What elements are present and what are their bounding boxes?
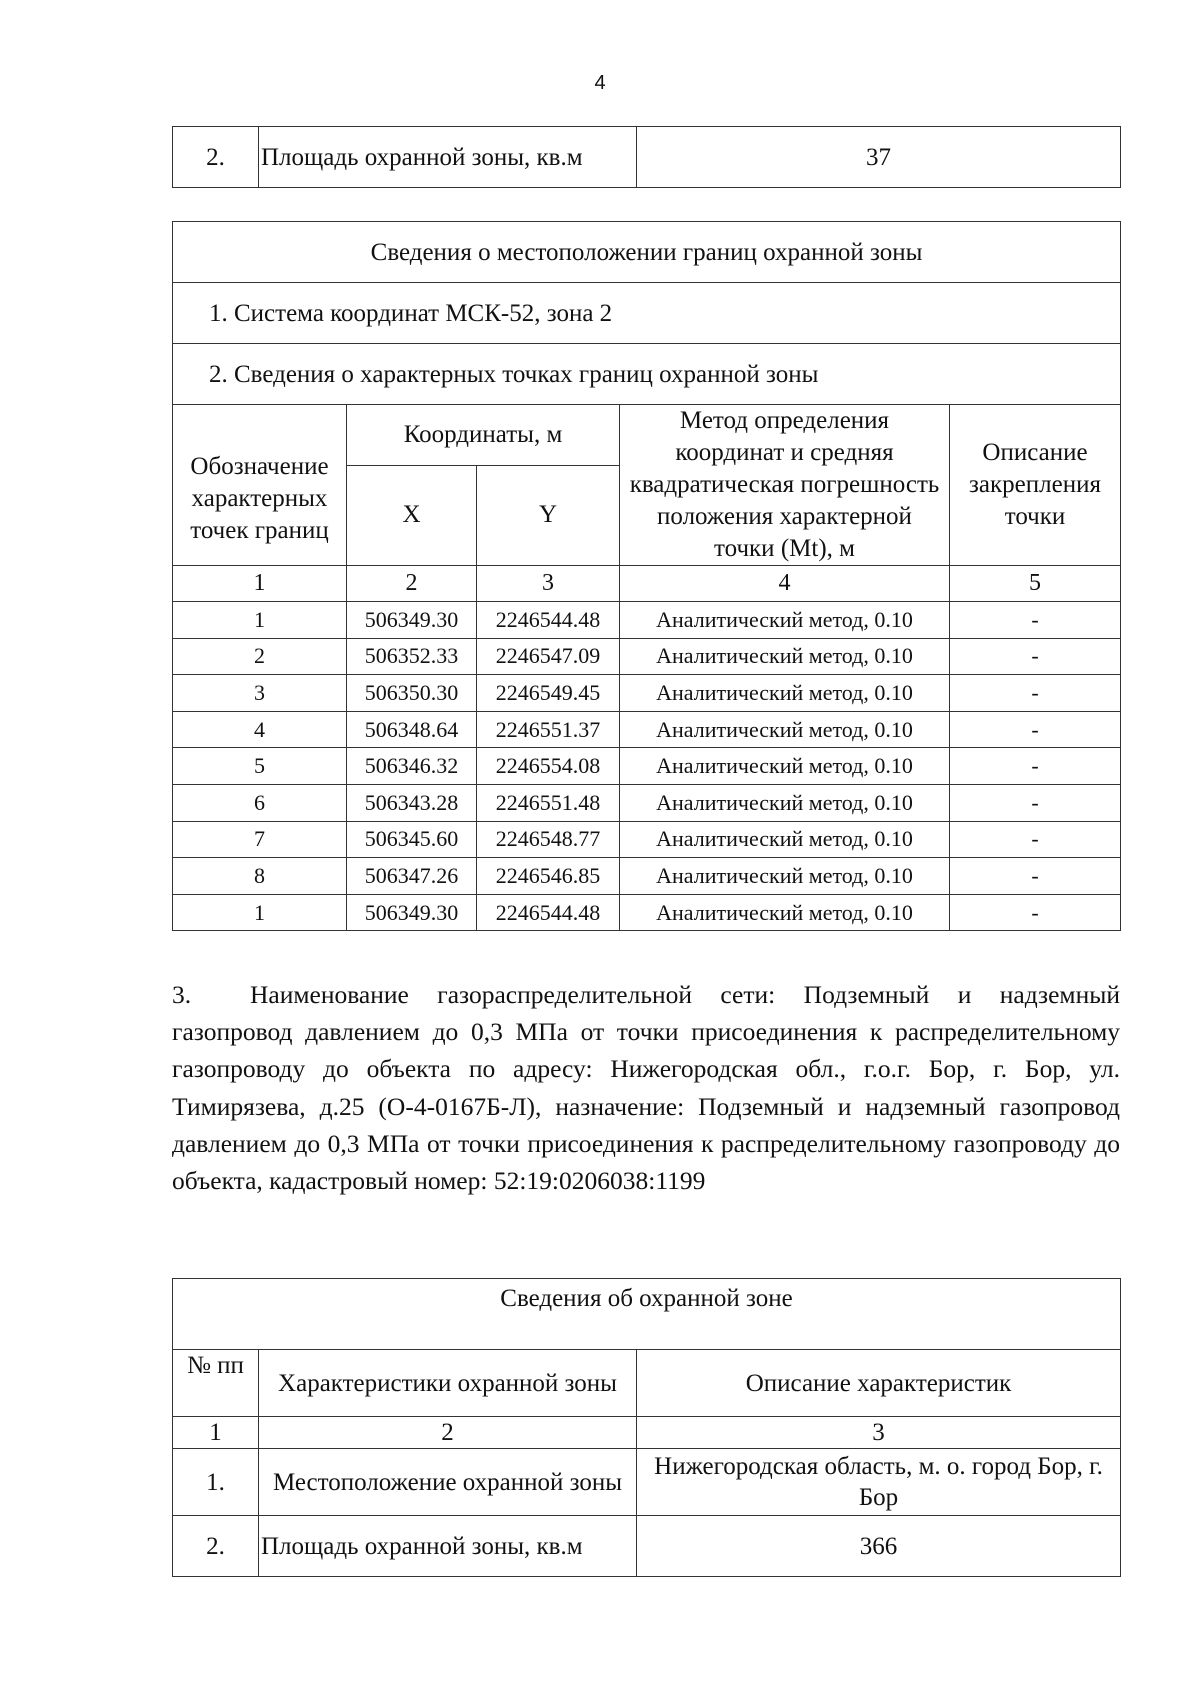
point-id: 3 (173, 675, 347, 712)
column-number: 1 (173, 1417, 259, 1449)
coord-y: 2246544.48 (477, 894, 620, 931)
location-table-title: Сведения о местоположении границ охранной зоны (173, 222, 1121, 283)
coord-y: 2246554.08 (477, 748, 620, 785)
coord-y: 2246548.77 (477, 821, 620, 858)
coord-y: 2246551.48 (477, 784, 620, 821)
section-3-paragraph (172, 976, 1120, 1199)
fixation: - (950, 821, 1121, 858)
method: Аналитический метод, 0.10 (620, 602, 950, 639)
row-label: Площадь охранной зоны, кв.м (259, 127, 637, 188)
fixation: - (950, 638, 1121, 675)
method: Аналитический метод, 0.10 (620, 821, 950, 858)
method: Аналитический метод, 0.10 (620, 748, 950, 785)
point-id: 1 (173, 602, 347, 639)
page-number: 4 (594, 72, 606, 94)
coord-system: 1. Система координат МСК-52, зона 2 (173, 283, 1121, 344)
column-number: 2 (259, 1417, 637, 1449)
table-row (173, 894, 1121, 931)
table-row (173, 1516, 1121, 1577)
table-row (173, 675, 1121, 712)
row-index: 1. (173, 1449, 259, 1516)
header-fixation: Описание закрепления точки (950, 405, 1121, 566)
coord-x: 506349.30 (347, 602, 477, 639)
coord-x: 506346.32 (347, 748, 477, 785)
column-number: 5 (950, 566, 1121, 602)
column-number: 4 (620, 566, 950, 602)
coord-y: 2246546.85 (477, 858, 620, 895)
column-numbers-row (173, 1417, 1121, 1449)
point-id: 1 (173, 894, 347, 931)
point-id: 6 (173, 784, 347, 821)
header-y: Y (477, 465, 620, 565)
coord-x: 506345.60 (347, 821, 477, 858)
method: Аналитический метод, 0.10 (620, 711, 950, 748)
method: Аналитический метод, 0.10 (620, 858, 950, 895)
fixation: - (950, 711, 1121, 748)
row-label: Площадь охранной зоны, кв.м (259, 1516, 637, 1577)
method: Аналитический метод, 0.10 (620, 638, 950, 675)
column-numbers-row (173, 566, 1121, 602)
table-row (173, 1449, 1121, 1516)
header-x: X (347, 465, 477, 565)
location-table (172, 221, 1121, 931)
column-number: 2 (347, 566, 477, 602)
coord-y: 2246549.45 (477, 675, 620, 712)
points-title: 2. Сведения о характерных точках границ охранной зоны (173, 344, 1121, 405)
table-row (173, 711, 1121, 748)
row-label: Местоположение охранной зоны (259, 1449, 637, 1516)
header-description: Описание характеристик (637, 1350, 1121, 1417)
point-id: 5 (173, 748, 347, 785)
fixation: - (950, 602, 1121, 639)
coord-y: 2246544.48 (477, 602, 620, 639)
column-number: 3 (637, 1417, 1121, 1449)
point-id: 8 (173, 858, 347, 895)
zone-table (172, 1278, 1121, 1577)
table-row (173, 127, 1121, 188)
column-number: 3 (477, 566, 620, 602)
fixation: - (950, 675, 1121, 712)
header-characteristics: Характеристики охранной зоны (259, 1350, 637, 1417)
fixation: - (950, 784, 1121, 821)
row-index: 2. (173, 1516, 259, 1577)
table-row (173, 821, 1121, 858)
coord-x: 506352.33 (347, 638, 477, 675)
coord-y: 2246551.37 (477, 711, 620, 748)
point-id: 2 (173, 638, 347, 675)
method: Аналитический метод, 0.10 (620, 784, 950, 821)
header-nn: № пп (173, 1350, 259, 1417)
row-value: 366 (637, 1516, 1121, 1577)
column-number: 1 (173, 566, 347, 602)
header-coords: Координаты, м (347, 405, 620, 466)
table-row (173, 638, 1121, 675)
section-3-text: Наименование газораспределительной сети: Подземный и надземный газопровод давлением до 0,3 МПа от точки присоединения к распределительному газопроводу до объекта по адресу: Нижегородская обл., г.о.г. Бор, г. Бор, ул. Тимирязева, д.25 (О-4-0167Б-Л), назначение: Подземный и надземный газопровод давлением до 0,3 МПа от точки присоединения к распределительному газопроводу до объекта, кадастровый номер: 52:19:0206038:1199 (172, 980, 1120, 1196)
coord-x: 506348.64 (347, 711, 477, 748)
table-row (173, 602, 1121, 639)
fixation: - (950, 748, 1121, 785)
row-value: 37 (637, 127, 1121, 188)
method: Аналитический метод, 0.10 (620, 894, 950, 931)
coord-y: 2246547.09 (477, 638, 620, 675)
section-3-index: 3. (172, 980, 192, 1009)
coord-x: 506347.26 (347, 858, 477, 895)
table-row (173, 784, 1121, 821)
table-row (173, 858, 1121, 895)
method: Аналитический метод, 0.10 (620, 675, 950, 712)
row-value: Нижегородская область, м. о. город Бор, г. Бор (637, 1449, 1121, 1516)
point-id: 7 (173, 821, 347, 858)
table-row (173, 748, 1121, 785)
zone-table-title: Сведения об охранной зоне (173, 1279, 1121, 1350)
coord-x: 506350.30 (347, 675, 477, 712)
point-id: 4 (173, 711, 347, 748)
header-method: Метод определения координат и средняя квадратическая погрешность положения характерной точки (Mt), м (620, 405, 950, 566)
row-index: 2. (173, 127, 259, 188)
fixation: - (950, 858, 1121, 895)
header-point: Обозначение характерных точек границ (173, 405, 347, 566)
coord-x: 506343.28 (347, 784, 477, 821)
area-table-top (172, 126, 1121, 188)
fixation: - (950, 894, 1121, 931)
coord-x: 506349.30 (347, 894, 477, 931)
